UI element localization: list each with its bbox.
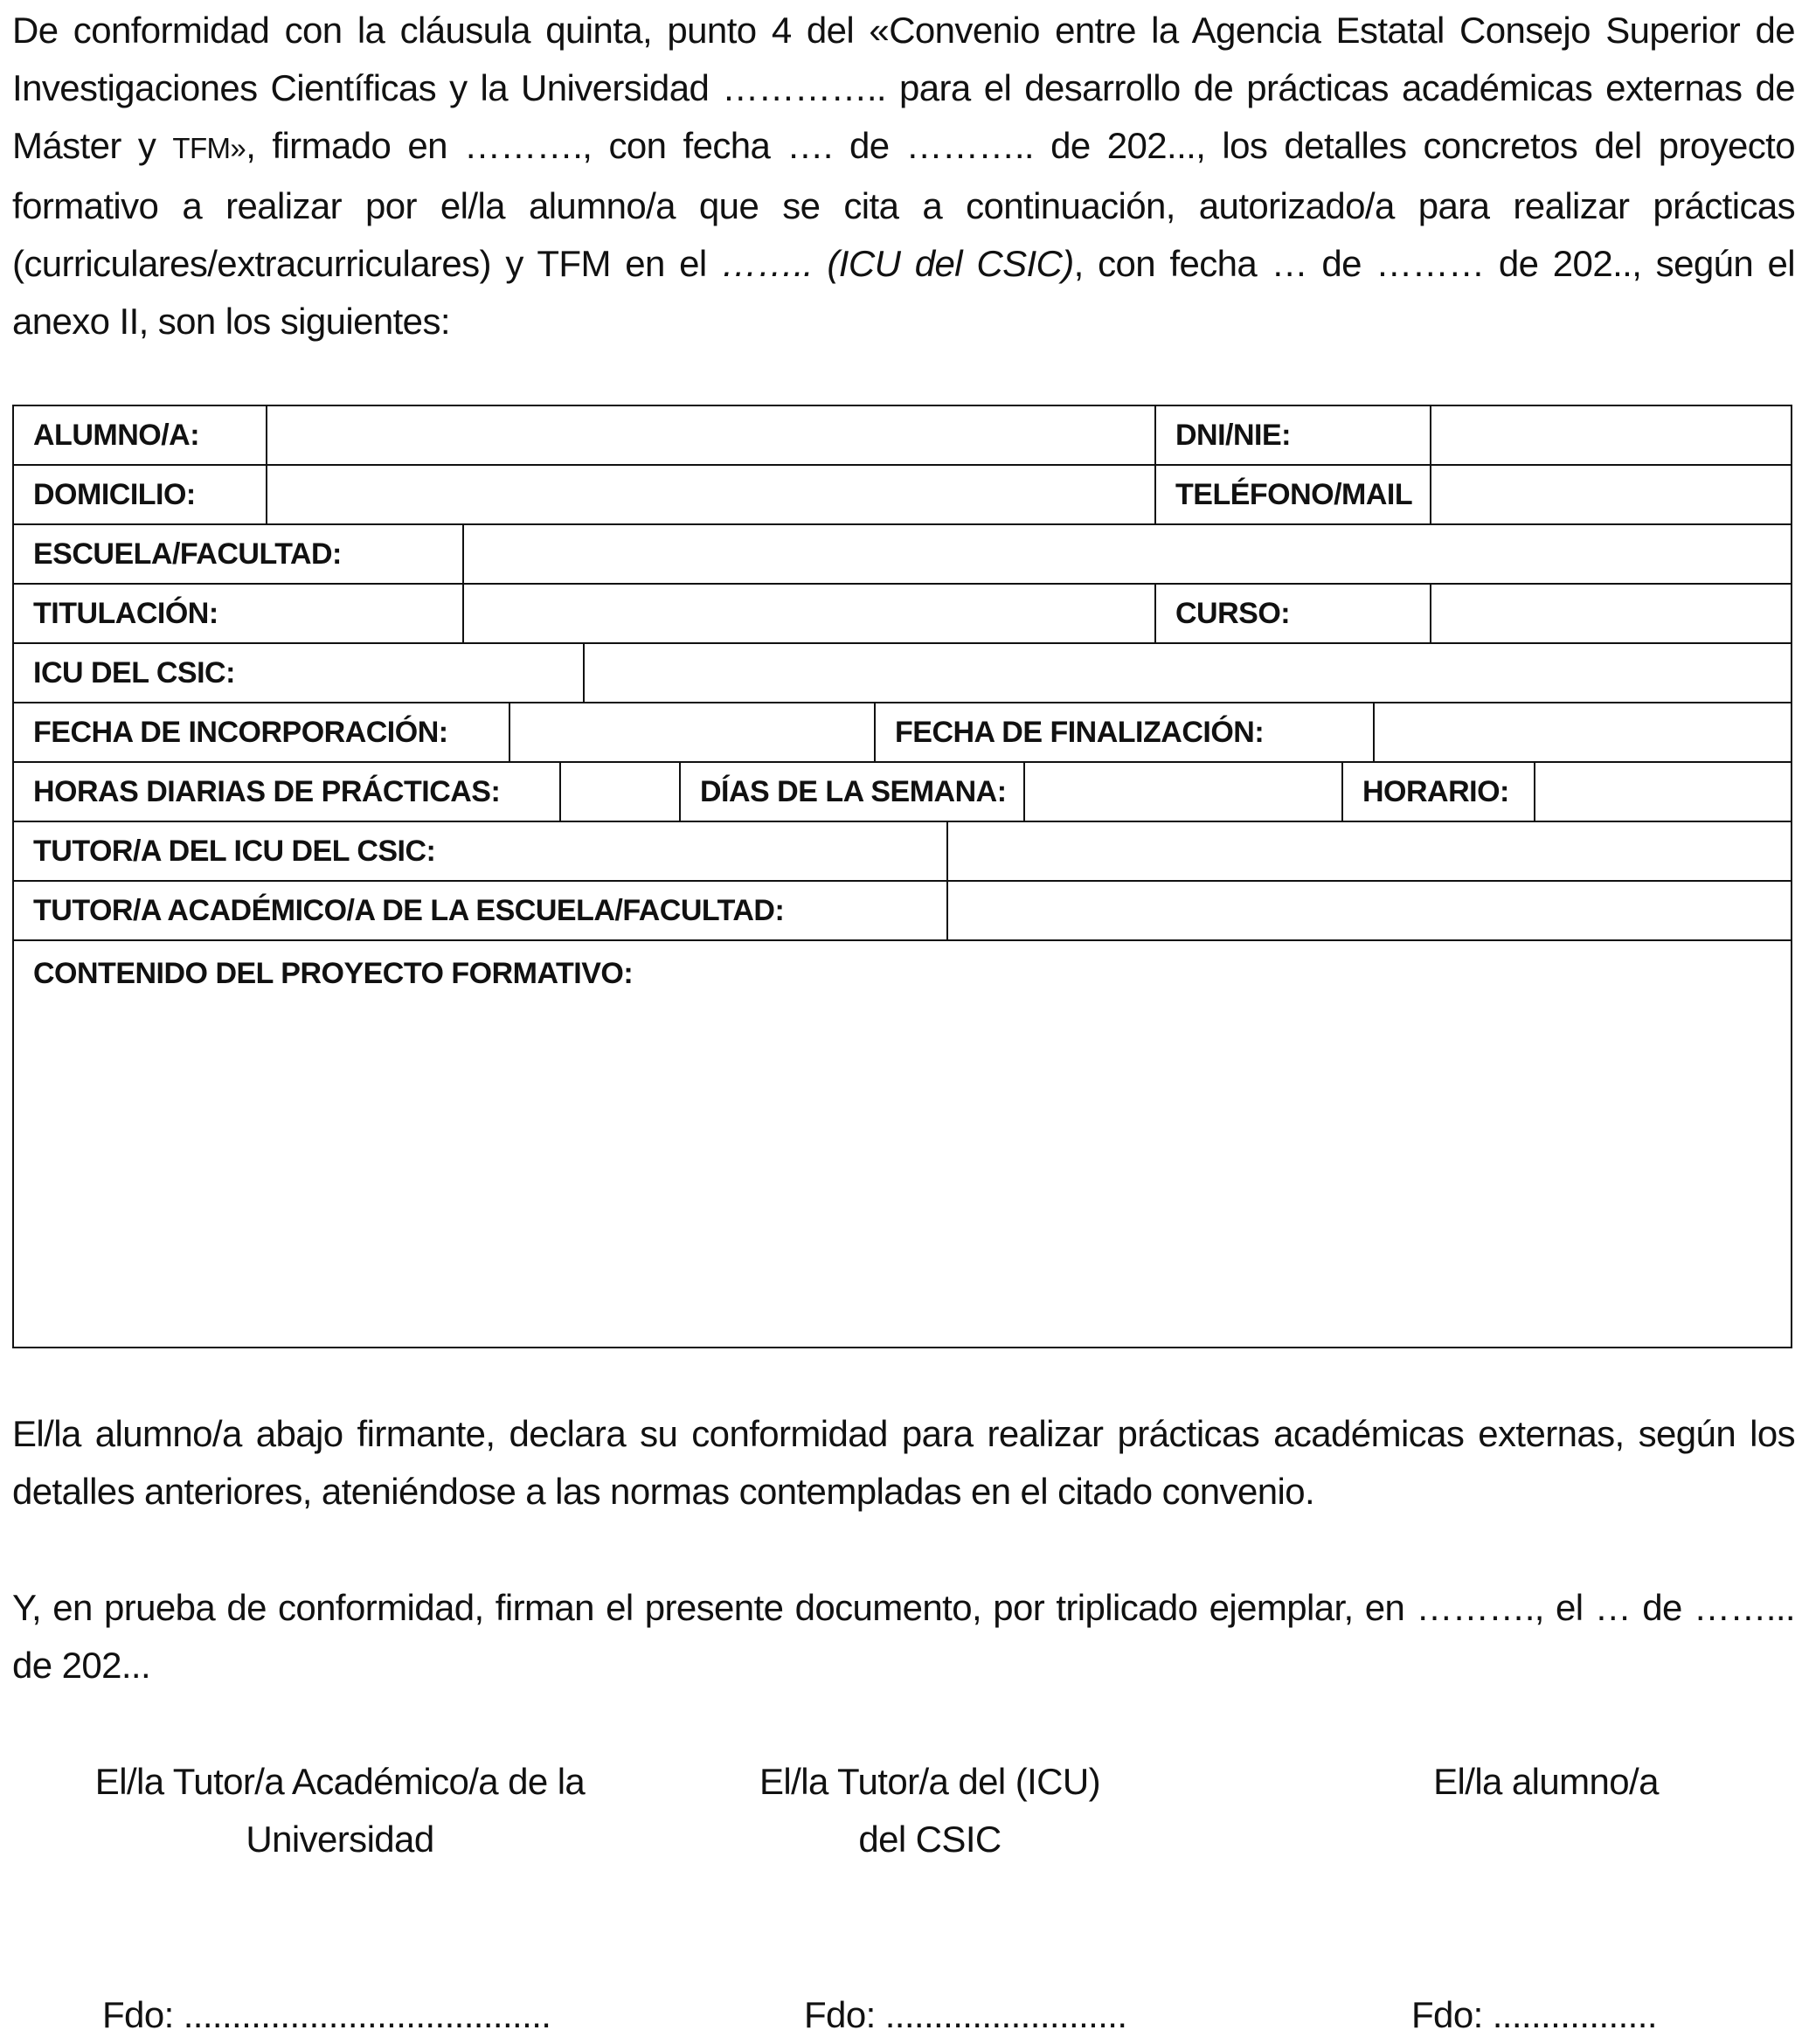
- label-contenido: CONTENIDO DEL PROYECTO FORMATIVO:: [33, 957, 634, 990]
- intro-text-2: , firmado en ………., con fecha …. de ……….. de 202..., los detalles concretos del proyecto formativo a realizar por el/la alumno/a que se cita a continuación, autorizado/a para realizar prácticas (curriculares/extracurriculares) y TFM en el: [12, 125, 1795, 284]
- field-icu[interactable]: [585, 644, 1791, 702]
- field-horas[interactable]: [561, 763, 681, 821]
- field-dias[interactable]: [1025, 763, 1343, 821]
- row-horas: [14, 763, 1791, 822]
- label-titulacion: TITULACIÓN:: [14, 585, 464, 642]
- field-tutor-icu[interactable]: [948, 822, 1791, 880]
- intro-paragraph: [12, 2, 1795, 350]
- row-alumno: [14, 406, 1791, 466]
- field-tutor-academico[interactable]: [948, 882, 1791, 939]
- row-escuela: [14, 525, 1791, 585]
- field-domicilio[interactable]: [267, 466, 1156, 523]
- practice-form-table: [12, 405, 1792, 1348]
- field-fecha-finalizacion[interactable]: [1375, 703, 1791, 761]
- signature-academic-tutor: [30, 1753, 650, 1868]
- label-horario: HORARIO:: [1343, 763, 1535, 821]
- row-contenido[interactable]: [14, 941, 1791, 1347]
- label-dias: DÍAS DE LA SEMANA:: [681, 763, 1025, 821]
- label-alumno: ALUMNO/A:: [14, 406, 267, 464]
- signature-academic-line1: El/la Tutor/a Académico/a de la: [94, 1761, 586, 1802]
- label-horas: HORAS DIARIAS DE PRÁCTICAS:: [14, 763, 561, 821]
- fdo-icu[interactable]: Fdo: .........................: [804, 1994, 1127, 2035]
- intro-text-3: , con fecha … de ……… de 202.., según el anexo II, son los siguientes:: [12, 243, 1795, 342]
- label-tutor-academico: TUTOR/A ACADÉMICO/A DE LA ESCUELA/FACULTAD:: [14, 882, 948, 939]
- fdo-academic[interactable]: Fdo: ......................................: [102, 1994, 551, 2035]
- intro-text-1: De conformidad con la cláusula quinta, punto 4 del «Convenio entre la Agencia Estatal Consejo Superior de Investigaciones Científicas y la Universidad ………….. para el desarrollo de prácticas académicas externas de Máster y: [12, 10, 1795, 166]
- field-titulacion[interactable]: [464, 585, 1156, 642]
- label-icu: ICU DEL CSIC:: [14, 644, 585, 702]
- fdo-student[interactable]: Fdo: .................: [1411, 1994, 1657, 2035]
- signature-icu-line1: El/la Tutor/a del (ICU): [759, 1761, 1100, 1802]
- label-telefono: TELÉFONO/MAIL: [1156, 466, 1431, 523]
- label-escuela: ESCUELA/FACULTAD:: [14, 525, 464, 583]
- label-fecha-incorporacion: FECHA DE INCORPORACIÓN:: [14, 703, 510, 761]
- row-domicilio: [14, 466, 1791, 525]
- row-tutor-icu: [14, 822, 1791, 882]
- field-fecha-incorporacion[interactable]: [510, 703, 876, 761]
- label-domicilio: DOMICILIO:: [14, 466, 267, 523]
- label-fecha-finalizacion: FECHA DE FINALIZACIÓN:: [876, 703, 1375, 761]
- field-dni[interactable]: [1431, 406, 1791, 464]
- proof-paragraph: Y, en prueba de conformidad, firman el presente documento, por triplicado ejemplar, en ………., el … de ……... de 202...: [12, 1587, 1795, 1686]
- signature-student: [1323, 1753, 1769, 1811]
- field-alumno[interactable]: [267, 406, 1156, 464]
- intro-tfm: TFM»: [172, 132, 246, 164]
- signature-icu-line2: del CSIC: [858, 1819, 1001, 1860]
- label-tutor-icu: TUTOR/A DEL ICU DEL CSIC:: [14, 822, 948, 880]
- field-escuela[interactable]: [464, 525, 1791, 583]
- row-titulacion: [14, 585, 1791, 644]
- signature-academic-line2: Universidad: [246, 1819, 434, 1860]
- signature-icu-tutor: [711, 1753, 1148, 1868]
- label-curso: CURSO:: [1156, 585, 1431, 642]
- row-icu: [14, 644, 1791, 703]
- row-fechas: [14, 703, 1791, 763]
- row-tutor-academico: [14, 882, 1791, 941]
- intro-icu: …….. (ICU del CSIC): [721, 243, 1074, 284]
- field-horario[interactable]: [1535, 763, 1791, 821]
- label-dni: DNI/NIE:: [1156, 406, 1431, 464]
- field-telefono[interactable]: [1431, 466, 1791, 523]
- declaration-paragraph: El/la alumno/a abajo firmante, declara su conformidad para realizar prácticas académicas externas, según los detalles anteriores, ateniéndose a las normas contempladas en el citado convenio.: [12, 1413, 1795, 1512]
- field-curso[interactable]: [1431, 585, 1791, 642]
- signature-student-line1: El/la alumno/a: [1433, 1761, 1659, 1802]
